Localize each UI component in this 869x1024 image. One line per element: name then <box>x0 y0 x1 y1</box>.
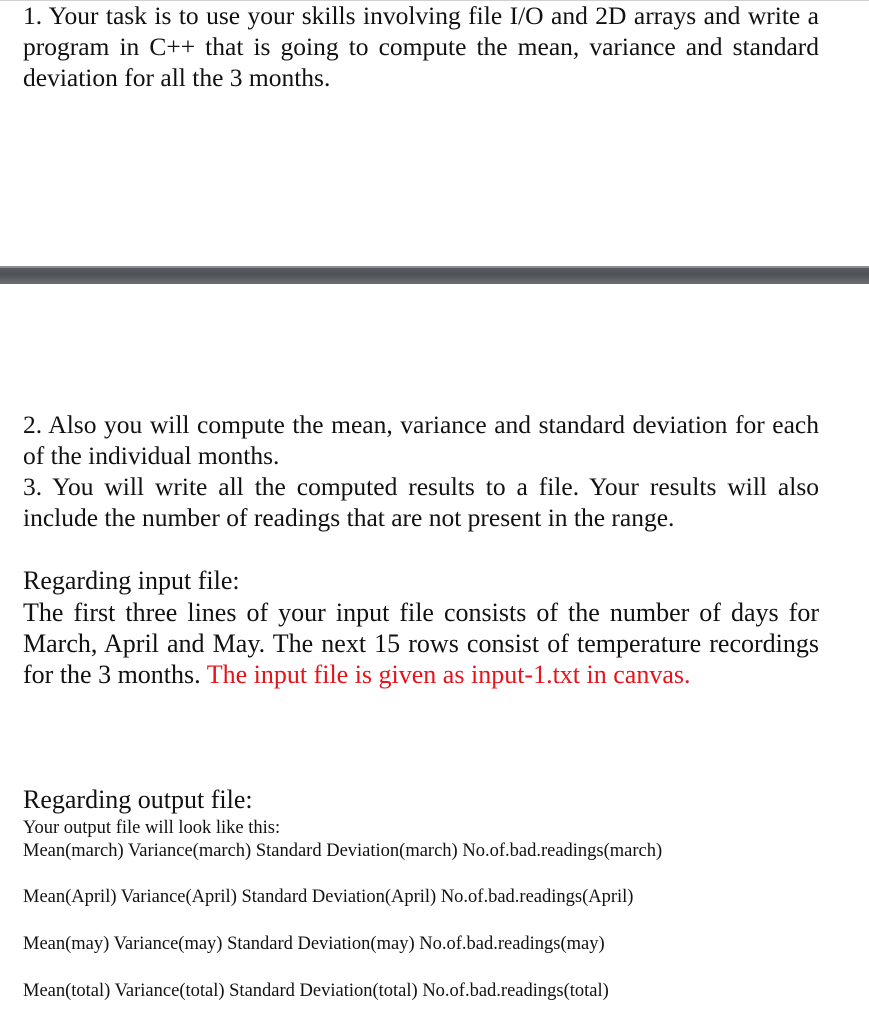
input-file-note: The input file is given as input-1.txt in canvas. <box>206 660 691 689</box>
task-1-paragraph: 1. Your task is to use your skills involving file I/O and 2D arrays and write a program in C++ that is going to compute the mean, variance and standard deviation for all the 3 months. <box>23 1 819 92</box>
output-line-april: Mean(April) Variance(April) Standard Deviation(April) No.of.bad.readings(April) <box>23 887 634 907</box>
output-file-heading: Regarding output file: <box>23 785 253 814</box>
output-file-intro: Your output file will look like this: <box>23 818 281 838</box>
task-2-paragraph: 2. Also you will compute the mean, variance and standard deviation for each of the individual months. <box>23 410 819 470</box>
page-divider-bar <box>0 266 869 284</box>
input-file-description <box>23 597 819 690</box>
task-3-paragraph: 3. You will write all the computed results to a file. Your results will also include the number of readings that are not present in the range. <box>23 472 819 532</box>
input-file-heading: Regarding input file: <box>23 566 240 595</box>
input-file-body: The first three lines of your input file consists of the number of days for March, April and May. The next 15 rows consist of temperature recordings for the 3 months. <box>23 598 819 689</box>
output-line-march: Mean(march) Variance(march) Standard Deviation(march) No.of.bad.readings(march) <box>23 841 663 861</box>
output-line-may: Mean(may) Variance(may) Standard Deviation(may) No.of.bad.readings(may) <box>23 934 605 954</box>
output-line-total: Mean(total) Variance(total) Standard Deviation(total) No.of.bad.readings(total) <box>23 981 609 1001</box>
